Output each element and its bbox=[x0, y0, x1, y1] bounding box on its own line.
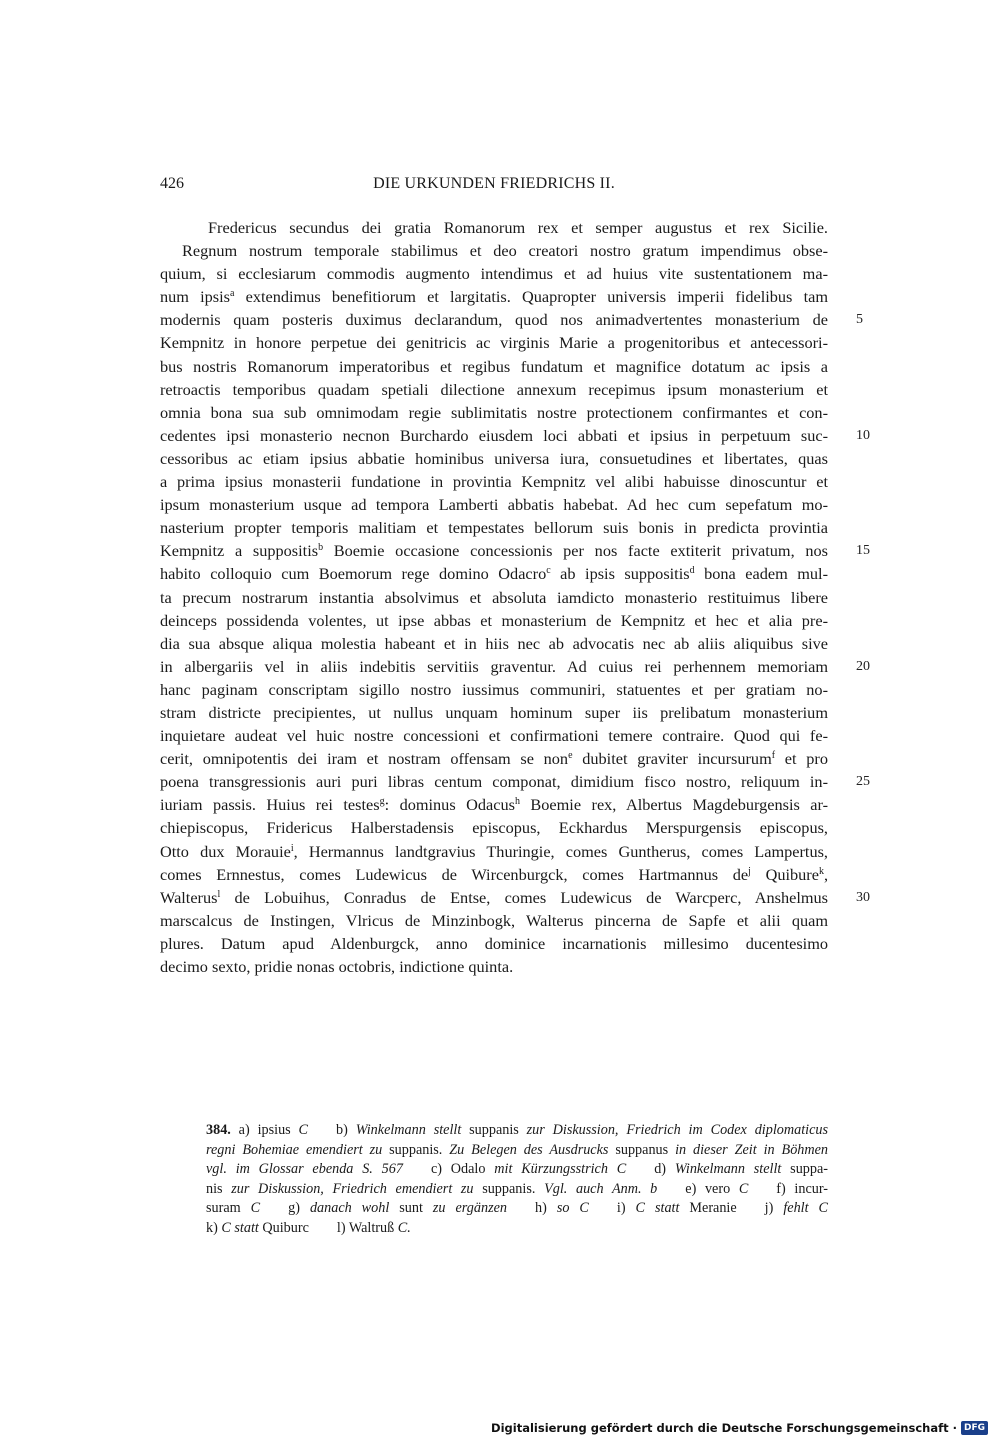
text-line bbox=[160, 239, 828, 262]
footnote-line bbox=[206, 1160, 828, 1180]
text-segment: Otto dux Morauie bbox=[160, 841, 291, 861]
footnote-text: k) bbox=[206, 1219, 222, 1236]
text-line bbox=[160, 793, 828, 816]
line-number: 20 bbox=[856, 658, 870, 674]
text-line bbox=[160, 216, 828, 239]
dfg-logo: DFG bbox=[961, 1421, 988, 1435]
line-number: 15 bbox=[856, 543, 870, 559]
text-segment: ta precum nostrarum instantia absolvimus et absoluta iamdicto monasterio restituimus libere bbox=[160, 587, 828, 607]
footnote-text: suppanis. bbox=[473, 1180, 545, 1197]
footnote-italic: C statt bbox=[221, 1219, 259, 1236]
text-segment: quium, si ecclesiarum commodis augmento intendimus et ad huius vite sustentationem ma- bbox=[160, 264, 828, 284]
text-segment: Walterus bbox=[160, 887, 218, 907]
text-line bbox=[160, 285, 828, 308]
text-segment: Regnum nostrum temporale stabilimus et deo creatori nostro gratum impendimus obse- bbox=[182, 241, 828, 261]
footnote-italic: mit Kürzungsstrich C bbox=[494, 1161, 627, 1178]
footnote-italic: in dieser Zeit in Böhmen bbox=[675, 1141, 829, 1158]
text-segment: Kempnitz a suppositis bbox=[160, 541, 319, 561]
text-segment: extendimus benefitiorum et largitatis. Quapropter universis imperii fidelibus tam bbox=[234, 287, 828, 307]
text-line bbox=[160, 447, 828, 470]
footnote-italic: C bbox=[298, 1122, 309, 1138]
footnote-text: c) Odalo bbox=[430, 1161, 495, 1178]
footnote-text: e) vero bbox=[685, 1180, 739, 1197]
text-segment: stram districte precipientes, ut nullus unquam hominum super iis prelibatum monasterium bbox=[160, 702, 828, 722]
text-line bbox=[160, 609, 828, 632]
text-segment: modernis quam posteris duximus declarandum, quod nos animadvertentes monasterium de bbox=[160, 310, 828, 330]
text-segment: comes Ernnestus, comes Ludewicus de Wircenburgck, comes Hartmannus de bbox=[160, 864, 749, 884]
footnote-text: nis bbox=[206, 1180, 232, 1197]
text-line bbox=[160, 424, 870, 447]
footnote-marker: k bbox=[818, 865, 824, 877]
footnote-line bbox=[206, 1141, 828, 1161]
text-line bbox=[160, 932, 828, 955]
text-line bbox=[160, 401, 828, 424]
footnote-marker: a bbox=[229, 288, 235, 300]
text-segment: dubitet graviter incursurum bbox=[572, 749, 772, 769]
text-segment: bona eadem mul- bbox=[694, 564, 828, 584]
text-line bbox=[160, 470, 828, 493]
text-line bbox=[160, 863, 828, 886]
footnote-line bbox=[206, 1199, 828, 1219]
text-segment: cedentes ipsi monasterio necnon Burchardo eiusdem loci abbati et ipsius in perpetuum suc- bbox=[160, 425, 828, 445]
funding-credit bbox=[491, 1420, 988, 1436]
text-segment: Boemie rex, Albertus Magdeburgensis ar- bbox=[519, 795, 829, 815]
footnote-text: b) bbox=[336, 1122, 356, 1138]
footnote-italic: C bbox=[250, 1200, 261, 1217]
footnote-italic: zu ergänzen bbox=[432, 1200, 507, 1217]
text-line bbox=[160, 701, 828, 724]
footnote-text: suppanus bbox=[608, 1141, 676, 1158]
text-segment: in albergariis vel in aliis indebitis servitiis graventur. Ad cuius rei perhennem memoriam bbox=[160, 656, 828, 676]
footnote-text: j) bbox=[764, 1200, 784, 1217]
text-segment: de Lobuihus, Conradus de Entse, comes Ludewicus de Warcperc, Anshelmus bbox=[220, 887, 828, 907]
text-segment: ipsum monasterium usque ad tempora Lamberti abbatis habebat. Ad hec cum sepefatum mo- bbox=[160, 495, 828, 515]
footnote-italic: C. bbox=[397, 1219, 411, 1236]
footnote-italic: regni Bohemiae emendiert zu bbox=[206, 1141, 383, 1158]
text-segment: a prima ipsius monasterii fundatione in provintia Kempnitz vel alibi habuisse dinoscuntur et bbox=[160, 472, 828, 492]
text-segment: num ipsis bbox=[160, 287, 230, 307]
footnote-marker: d bbox=[689, 565, 695, 577]
footnote-text: g) bbox=[288, 1200, 310, 1217]
footnote-text: Quiburc bbox=[258, 1219, 309, 1236]
text-segment: deinceps possidenda volentes, ut ipse abbas et monasterium de Kempnitz et hec et alia pre- bbox=[160, 610, 828, 630]
footnote-italic: Winkelmann stellt bbox=[355, 1122, 462, 1138]
text-segment: Quibure bbox=[750, 864, 819, 884]
text-segment: et pro bbox=[775, 749, 828, 769]
critical-apparatus bbox=[206, 1121, 828, 1239]
footnote-italic: Winkelmann stellt bbox=[674, 1161, 782, 1178]
text-line bbox=[160, 516, 828, 539]
text-line bbox=[160, 355, 828, 378]
text-segment: inquietare audeat vel huic nostre concessioni et confirmationi temere contraire. Quod qui fe- bbox=[160, 726, 828, 746]
text-segment: bus nostris Romanorum imperatoribus et regibus fundatum et magnifice dotatum ac ipsis a bbox=[160, 356, 828, 376]
text-segment: , bbox=[823, 864, 829, 884]
text-line bbox=[160, 586, 828, 609]
text-segment: Fredericus secundus dei gratia Romanorum rex et semper augustus et rex Sicilie. bbox=[208, 218, 828, 237]
footnote-text: i) bbox=[616, 1200, 636, 1217]
document-number: 384. bbox=[206, 1122, 231, 1138]
footnote-italic: vgl. im Glossar ebenda S. 567 bbox=[206, 1161, 403, 1178]
text-segment: poena transgressionis auri puri libras centum componat, dimidium fisco nostro, reliquum in- bbox=[160, 772, 828, 792]
page-number: 426 bbox=[160, 175, 184, 192]
line-number: 30 bbox=[856, 889, 870, 905]
footnote-italic: so C bbox=[556, 1200, 589, 1217]
footnote-line bbox=[206, 1180, 828, 1200]
line-number: 5 bbox=[856, 312, 863, 328]
text-segment: ab ipsis suppositis bbox=[550, 564, 690, 584]
text-segment: habito colloquio cum Boemorum rege domino Odacro bbox=[160, 564, 547, 584]
text-segment: Kempnitz in honore perpetue dei genitricis ac virginis Marie a progenitoribus et antecessori- bbox=[160, 333, 828, 353]
text-segment: Boemie occasione concessionis per nos facte extiterit privatum, nos bbox=[323, 541, 828, 561]
footnote-marker: b bbox=[318, 542, 324, 554]
text-line bbox=[160, 562, 828, 585]
text-line bbox=[160, 655, 870, 678]
footnote-marker: g bbox=[379, 796, 385, 808]
footnote-italic: zur Diskussion, Friedrich im Codex diplomaticus bbox=[526, 1122, 829, 1138]
footnote-italic: danach wohl bbox=[309, 1200, 390, 1217]
line-number: 25 bbox=[856, 774, 870, 790]
line-number: 10 bbox=[856, 427, 870, 443]
footnote-line bbox=[206, 1219, 828, 1239]
text-line bbox=[160, 539, 870, 562]
footnote-marker: j bbox=[748, 865, 751, 877]
footnote-text: f) incur- bbox=[776, 1180, 828, 1197]
footnote-text: suppanis. bbox=[382, 1141, 450, 1158]
text-line bbox=[160, 955, 828, 978]
text-segment: omnia bona sua sub omnimodam regie sublimitatis nostre protectionem confirmantes et con- bbox=[160, 402, 828, 422]
text-line bbox=[160, 840, 828, 863]
text-segment: : dominus Odacus bbox=[384, 795, 515, 815]
text-segment: cessoribus ac etiam ipsius abbatie hominibus universa iura, consuetudines et libertates, quas bbox=[160, 448, 828, 468]
text-line bbox=[160, 262, 828, 285]
text-segment: marscalcus de Instingen, Vlricus de Minzinbogk, Walterus pincerna de Sapfe et alii quam bbox=[160, 910, 828, 930]
footnote-italic: fehlt C bbox=[783, 1200, 828, 1217]
footnote-text: suppa- bbox=[781, 1161, 829, 1178]
text-line bbox=[160, 632, 828, 655]
footnote-text: d) bbox=[654, 1161, 675, 1178]
text-line bbox=[160, 724, 828, 747]
footnote-text: suppanis bbox=[461, 1122, 527, 1138]
footnote-line bbox=[206, 1121, 828, 1141]
text-line bbox=[160, 308, 863, 331]
text-segment: iuriam passis. Huius rei testes bbox=[160, 795, 380, 815]
footnote-italic: C statt bbox=[635, 1200, 680, 1217]
footnote-marker: l bbox=[217, 888, 221, 900]
text-segment: nasterium propter temporis malitiam et tempestates bellorum suis bonis in predicta provintia bbox=[160, 518, 828, 538]
text-line bbox=[160, 678, 828, 701]
footnote-text: h) bbox=[535, 1200, 557, 1217]
text-line bbox=[160, 909, 828, 932]
footnote-italic: Vgl. auch Anm. b bbox=[544, 1180, 658, 1197]
text-segment: hanc paginam conscriptam sigillo nostro iussimus communiri, statuentes et per gratiam no- bbox=[160, 679, 828, 699]
footnote-text: suram bbox=[206, 1200, 251, 1217]
footnote-italic: zur Diskussion, Friedrich emendiert zu bbox=[231, 1180, 474, 1197]
charter-text bbox=[160, 216, 870, 978]
text-line bbox=[160, 493, 828, 516]
footnote-italic: Zu Belegen des Ausdrucks bbox=[449, 1141, 609, 1158]
text-segment: , Hermannus landtgravius Thuringie, comes Guntherus, comes Lampertus, bbox=[293, 841, 828, 861]
footnote-marker: f bbox=[771, 750, 776, 762]
text-segment: plures. Datum apud Aldenburgck, anno dominice incarnationis millesimo ducentesimo bbox=[160, 933, 828, 953]
text-segment: retroactis temporibus quadam spetiali dilectione annexum recepimus ipsum monasterium et bbox=[160, 379, 828, 399]
footnote-text: a) ipsius bbox=[230, 1122, 299, 1138]
footnote-text: l) Waltruß bbox=[336, 1219, 398, 1236]
running-title: DIE URKUNDEN FRIEDRICHS II. bbox=[373, 175, 615, 192]
footnote-marker: e bbox=[568, 750, 573, 762]
footnote-italic: C bbox=[738, 1180, 749, 1197]
text-line bbox=[160, 816, 828, 839]
text-line bbox=[160, 331, 828, 354]
text-line bbox=[160, 747, 828, 770]
footnote-text: Meranie bbox=[679, 1200, 737, 1217]
funding-credit-text: Digitalisierung gefördert durch die Deutsche Forschungsgemeinschaft · bbox=[491, 1421, 957, 1435]
text-line bbox=[160, 886, 870, 909]
text-segment: dia sua absque aliqua molestia habeant et in hiis nec ab advocatis nec ab aliis aliquibus sive bbox=[160, 633, 828, 653]
footnote-marker: c bbox=[546, 565, 551, 577]
text-line bbox=[160, 378, 828, 401]
text-segment: decimo sexto, pridie nonas octobris, indictione quinta. bbox=[160, 957, 514, 976]
footnote-text: sunt bbox=[389, 1200, 433, 1217]
text-line bbox=[160, 770, 870, 793]
footnote-marker: i bbox=[290, 842, 294, 854]
footnote-marker: h bbox=[514, 796, 520, 808]
page-header bbox=[160, 175, 828, 197]
text-segment: cerit, omnipotentis dei iram et nostram offensam se non bbox=[160, 749, 569, 769]
text-segment: chiepiscopus, Fridericus Halberstadensis episcopus, Eckhardus Merspurgensis episcopus, bbox=[160, 818, 828, 838]
